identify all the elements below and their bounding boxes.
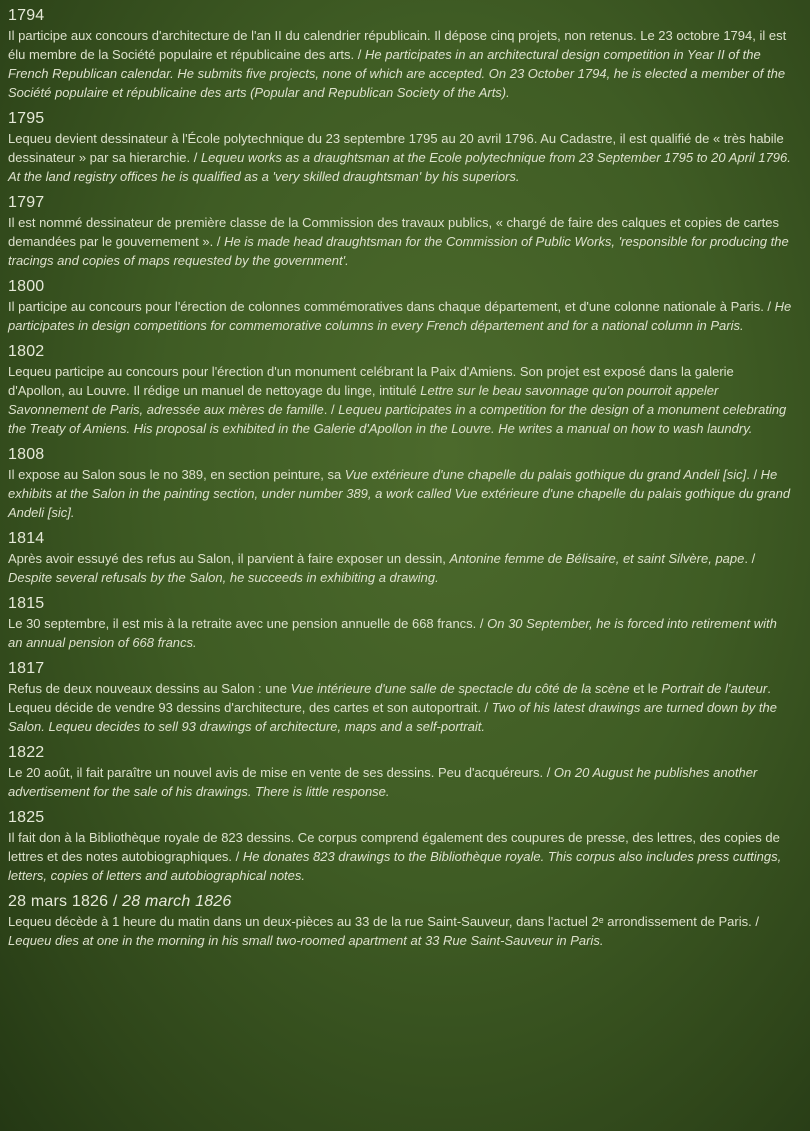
entry-text-en: He participates in design competitions for commemorative columns in every French département and for a national column in Paris.	[8, 299, 792, 333]
timeline-entry-1795	[8, 109, 794, 186]
entry-text	[8, 297, 794, 335]
entry-title-italic: Antonine femme de Bélisaire, et saint Silvère, pape	[449, 551, 745, 566]
timeline-entry-1802	[8, 342, 794, 438]
entry-text	[8, 549, 794, 587]
entry-title-italic-2: Portrait de l'auteur	[661, 681, 768, 696]
timeline-entry-1800	[8, 277, 794, 335]
entry-year: 1794	[8, 7, 45, 24]
timeline-entry-1826	[8, 892, 794, 950]
entry-text	[8, 763, 794, 801]
entry-year	[8, 892, 794, 912]
entry-text-fr: Lequeu décède à 1 heure du matin dans un deux-pièces au 33 de la rue Saint-Sauveur, dans l'actuel 2ᵉ arrondissement de Paris. /	[8, 914, 759, 929]
entry-title-italic: Vue intérieure d'une salle de spectacle du côté de la scène	[290, 681, 630, 696]
entry-text-fr: Après avoir essuyé des refus au Salon, il parvient à faire exposer un dessin,	[8, 551, 450, 566]
timeline-entry-1797	[8, 193, 794, 270]
entry-text	[8, 828, 794, 885]
entry-text-fr: Lequeu devient dessinateur à l'École polytechnique du 23 septembre 1795 au 20 avril 1796. Au Cadastre, il est qualifié de « très habile dessinateur » par sa hierarchie. /	[8, 131, 784, 165]
entry-text	[8, 213, 794, 270]
entry-text	[8, 362, 794, 438]
entry-text	[8, 614, 794, 652]
entry-year: 1825	[8, 809, 45, 826]
entry-year: 1817	[8, 660, 45, 677]
entry-text-fr: Refus de deux nouveaux dessins au Salon : une	[8, 681, 291, 696]
entry-text-en: He donates 823 drawings to the Bibliothèque royale. This corpus also includes press cuttings, letters, copies of letters and autobiographical notes.	[8, 849, 782, 883]
entry-year: 1814	[8, 530, 45, 547]
entry-text-en: He participates in an architectural design competition in Year II of the French Republican calendar. He submits five projects, none of which are accepted. On 23 October 1794, he is elected a member of the Société populaire et républicaine des arts (Popular and Republican Society of the Arts).	[8, 47, 786, 100]
entry-text-fr: Le 30 septembre, il est mis à la retraite avec une pension annuelle de 668 francs. /	[8, 616, 488, 631]
entry-year: 1800	[8, 278, 45, 295]
entry-year: 1822	[8, 744, 45, 761]
entry-text	[8, 26, 794, 102]
entry-text-en: He is made head draughtsman for the Commission of Public Works, 'responsible for producing the tracings and copies of maps requested by the government'.	[8, 234, 789, 268]
entry-text-en: Lequeu dies at one in the morning in his small two-roomed apartment at 33 Rue Saint-Sauveur in Paris.	[8, 933, 604, 948]
entry-year-en: 28 march 1826	[122, 893, 232, 910]
entry-text-fr-tail: . /	[746, 467, 761, 482]
entry-text-fr: Il participe aux concours d'architecture de l'an II du calendrier républicain. Il dépose cinq projets, non retenus. Le 23 octobre 1794, il est élu membre de la Société populaire et républicaine des arts. /	[8, 28, 787, 62]
entry-text	[8, 465, 794, 522]
entry-text-fr-tail: . Lequeu décide de vendre 93 dessins d'architecture, des cartes et son autoportrait. /	[8, 681, 771, 715]
entry-title-italic: Lettre sur le beau savonnage qu'on pourroit appeler Savonnement de Paris, adressée aux mères de famille	[8, 383, 719, 417]
entry-year: 1797	[8, 194, 45, 211]
entry-text-en: Two of his latest drawings are turned down by the Salon. Lequeu decides to sell 93 drawings of architecture, maps and a self-portrait.	[8, 700, 777, 734]
entry-text-fr: Il fait don à la Bibliothèque royale de 823 dessins. Ce corpus comprend également des coupures de presse, des lettres, des copies de lettres et des notes autobiographiques. /	[8, 830, 780, 864]
entry-year: 1795	[8, 110, 45, 127]
entry-text	[8, 912, 794, 950]
timeline-entry-1822	[8, 743, 794, 801]
timeline-entry-1815	[8, 594, 794, 652]
entry-text-en: Lequeu participates in a competition for the design of a monument celebrating the Treaty of Amiens. His proposal is exhibited in the Galerie d'Apollon in the Louvre. He writes a manual on how to wash laundry.	[8, 402, 787, 436]
entry-text-fr: Il est nommé dessinateur de première classe de la Commission des travaux publics, « chargé de faire des calques et copies de cartes demandées par le gouvernement ». /	[8, 215, 779, 249]
entry-text-en: On 20 August he publishes another advertisement for the sale of his drawings. There is little response.	[8, 765, 758, 799]
timeline-entry-1808	[8, 445, 794, 522]
entry-text-fr-tail: . /	[323, 402, 339, 417]
timeline-entry-1825	[8, 808, 794, 885]
entry-year: 1815	[8, 595, 45, 612]
entry-text-en: Despite several refusals by the Salon, he succeeds in exhibiting a drawing.	[8, 570, 439, 585]
entry-text-en: He exhibits at the Salon in the painting section, under number 389, a work called Vue extérieure d'une chapelle du palais gothique du grand Andeli [sic].	[8, 467, 791, 520]
entry-year: 1808	[8, 446, 45, 463]
entry-text-fr: Il expose au Salon sous le no 389, en section peinture, sa	[8, 467, 345, 482]
entry-year: 1802	[8, 343, 45, 360]
entry-text-fr: Lequeu participe au concours pour l'érection d'un monument celébrant la Paix d'Amiens. Son projet est exposé dans la galerie d'Apollon, au Louvre. Il rédige un manuel de nettoyage du linge, intitulé	[8, 364, 734, 398]
entry-text	[8, 129, 794, 186]
entry-text-en: On 30 September, he is forced into retirement with an annual pension of 668 francs.	[8, 616, 777, 650]
entry-text-fr-tail: . /	[744, 551, 756, 566]
entry-year-fr: 28 mars 1826 /	[8, 893, 123, 910]
entry-text-en: Lequeu works as a draughtsman at the Ecole polytechnique from 23 September 1795 to 20 April 1796. At the land registry offices he is qualified as a 'very skilled draughtsman' by his superiors.	[8, 150, 791, 184]
entry-text-fr: Il participe au concours pour l'érection de colonnes commémoratives dans chaque département, et d'une colonne nationale à Paris. /	[8, 299, 775, 314]
timeline-entry-1794	[8, 6, 794, 102]
entry-text	[8, 679, 794, 736]
timeline-entry-1814	[8, 529, 794, 587]
entry-title-italic: Vue extérieure d'une chapelle du palais gothique du grand Andeli [sic]	[344, 467, 747, 482]
timeline-entry-1817	[8, 659, 794, 736]
entry-text-fr-mid: et le	[629, 681, 662, 696]
entry-text-fr: Le 20 août, il fait paraître un nouvel avis de mise en vente de ses dessins. Peu d'acquéreurs. /	[8, 765, 554, 780]
